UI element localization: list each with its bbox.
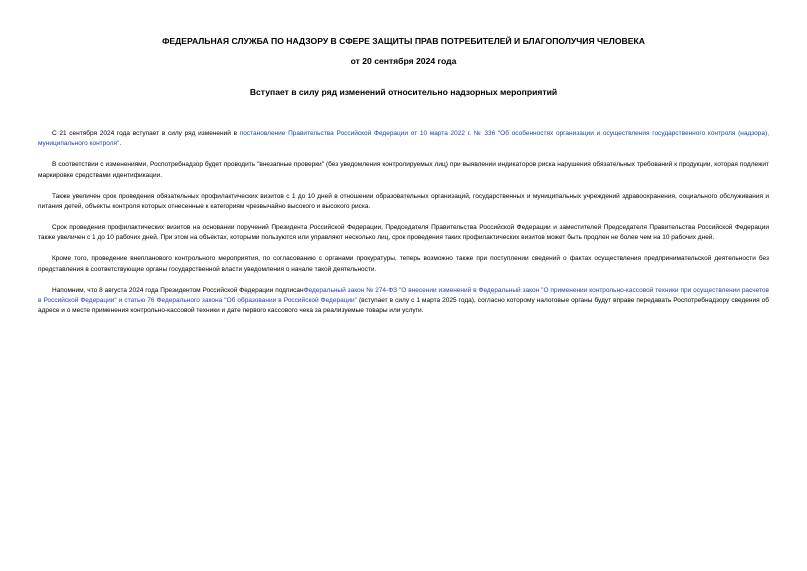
federal-law-274-link[interactable]: Федеральный закон № 274-ФЗ "О внесении изменений в Федеральный закон "О применении контрольно-кассовой техники при осуществлении расчетов в Российской Федерации" и статью 76 Федерального закона "Об образовании в Российской Федерации": [38, 286, 769, 304]
paragraph-4: Срок проведения профилактических визитов на основании поручений Президента Российской Федерации, Председателя Правительства Российской Федерации и заместителей Председателя Правительства Российской Федерации также увеличен с 1 до 10 рабочих дней. При этом на объектах, которыми пользуются или управляют несколько лиц, срок проведения таких профилактических визитов может быть продлен не более чем на 10 рабочих дней.: [38, 223, 769, 242]
document-body: [38, 129, 769, 317]
paragraph-5: Кроме того, проведение внепланового контрольного мероприятия, по согласованию с органами прокуратуры, теперь возможно также при поступлении сведений о фактах осуществления предпринимательской деятельности без представления в соответствующие органы государственной власти уведомления о начале такой деятельности.: [38, 255, 769, 273]
paragraph-2: В соответствии с изменениями, Роспотребнадзор будет проводить "внезапные проверки" (без уведомления контролируемых лиц) при выявлении индикаторов риска нарушения обязательных требований к продукции, которая подлежит маркировке средствами идентификации.: [38, 161, 769, 179]
paragraph-6-text-after: (вступает в силу с 1 марта 2025 года), согласно которому налоговые органы будут вправе передавать Роспотребнадзору сведения об адресе и о месте применения контрольно-кассовой техники и дате первого кассового чека за реализуемые товары или услуги.: [38, 296, 769, 315]
paragraph-1: [38, 129, 769, 150]
agency-title: ФЕДЕРАЛЬНАЯ СЛУЖБА ПО НАДЗОРУ В СФЕРЕ ЗАЩИТЫ ПРАВ ПОТРЕБИТЕЛЕЙ И БЛАГОПОЛУЧИЯ ЧЕЛОВЕКА: [162, 36, 645, 46]
resolution-336-link[interactable]: постановление Правительства Российской Федерации от 10 марта 2022 г. № 336 "Об особенностях организации и осуществления государственного контроля (надзора), муниципального контроля": [38, 130, 769, 148]
paragraph-1-text-after: .: [119, 140, 122, 148]
paragraph-3: Также увеличен срок проведения обязательных профилактических визитов с 1 до 10 дней в отношении образовательных организаций, государственных и муниципальных учреждений здравоохранения, социального обслуживания и питания детей, объекты контроля которых отнесенные к категориям чрезвычайно высокого и высокого риска.: [38, 192, 769, 211]
paragraph-1-text-before: С 21 сентября 2024 года вступает в силу ряд изменений в: [52, 130, 240, 137]
document-subtitle: Вступает в силу ряд изменений относительно надзорных мероприятий: [249, 87, 558, 97]
document-date: от 20 сентября 2024 года: [350, 56, 457, 66]
paragraph-6: [38, 286, 769, 317]
paragraph-6-text-before: Напомним, что 8 августа 2024 года Президентом Российской Федерации подписан: [52, 286, 304, 294]
